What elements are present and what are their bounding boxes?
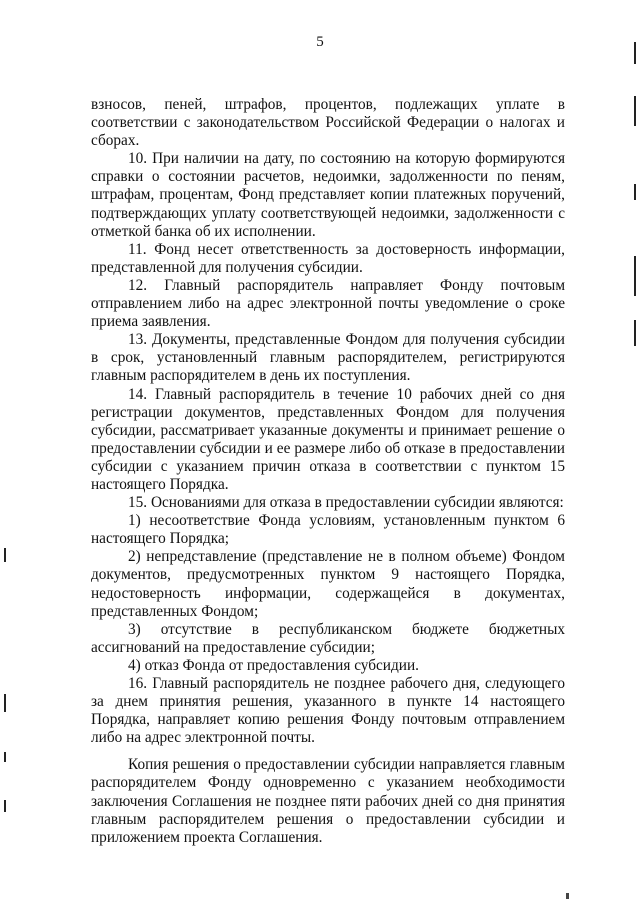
- paragraph-16: 16. Главный распорядитель не позднее рабочего дня, следующего за днем принятия решения, указанного в пункте 14 настоящего Порядка, направляет копию решения Фонду почтовым отправлением либо на адрес электронной почты.: [91, 675, 565, 747]
- paragraph-15-item-4: 4) отказ Фонда от предоставления субсидии.: [128, 656, 419, 674]
- scan-mark-right-5: [634, 320, 636, 346]
- scan-mark-corner: [566, 893, 569, 899]
- paragraph-13: 13. Документы, представленные Фондом для получения субсидии в срок, установленный главным распорядителем, регистрируются главным распорядителем в день их поступления.: [91, 331, 565, 385]
- paragraph-15-item-3: 3) отсутствие в республиканском бюджете бюджетных ассигнований на предоставление субсидии;: [91, 620, 565, 656]
- scan-mark-right-2: [634, 96, 636, 126]
- scan-mark-left-1: [4, 548, 6, 562]
- scan-mark-right-4: [634, 256, 636, 296]
- paragraph-16-copy: Копия решения о предоставлении субсидии направляется главным распорядителем Фонду одновременно с указанием необходимости заключения Соглашения не позднее пяти рабочих дней со дня принятия главным распорядителем решения о предоставлении субсидии и приложением проекта Соглашения.: [91, 756, 565, 846]
- paragraph-15-item-1: 1) несоответствие Фонда условиям, установленным пунктом 6 настоящего Порядка;: [91, 512, 565, 548]
- scan-mark-left-4: [4, 800, 6, 812]
- paragraph-12: 12. Главный распорядитель направляет Фонду почтовым отправлением либо на адрес электронной почты уведомление о сроке приема заявления.: [91, 276, 565, 331]
- paragraph-14: 14. Главный распорядитель в течение 10 рабочих дней со дня регистрации документов, представленных Фондом для получения субсидии, рассматривает указанные документы и принимает решение о предоставлении субсидии и ее размере либо об отказе в предоставлении субсидии с указанием причин отказа в соответствии с пунктом 15 настоящего Порядка.: [91, 385, 565, 493]
- paragraph-11: 11. Фонд несет ответственность за достоверность информации, представленной для получения субсидии.: [91, 240, 565, 276]
- scan-mark-right-3: [634, 184, 636, 200]
- paragraph-10: 10. При наличии на дату, по состоянию на которую формируются справки о состоянии расчетов, недоимки, задолженности по пеням, штрафам, процентам, Фонд представляет копии платежных поручений, подтверждающих уплату соответствующей недоимки, задолженности с отметкой банка об их исполнении.: [91, 150, 565, 240]
- scan-mark-right-1: [634, 42, 636, 64]
- scan-mark-left-3: [4, 752, 6, 762]
- document-body: [91, 96, 565, 847]
- page-number: 5: [316, 34, 324, 50]
- paragraph-15-item-2: 2) непредставление (представление не в полном объеме) Фондом документов, предусмотренных пунктом 9 настоящего Порядка, недостоверность информации, содержащейся в документах, представленных Фондом;: [91, 548, 565, 620]
- paragraph-continuation: взносов, пеней, штрафов, процентов, подлежащих уплате в соответствии с законодательством Российской Федерации о налогах и сборах.: [91, 96, 565, 150]
- scan-mark-left-2: [4, 694, 6, 712]
- paragraph-15: 15. Основаниями для отказа в предоставлении субсидии являются:: [128, 494, 564, 512]
